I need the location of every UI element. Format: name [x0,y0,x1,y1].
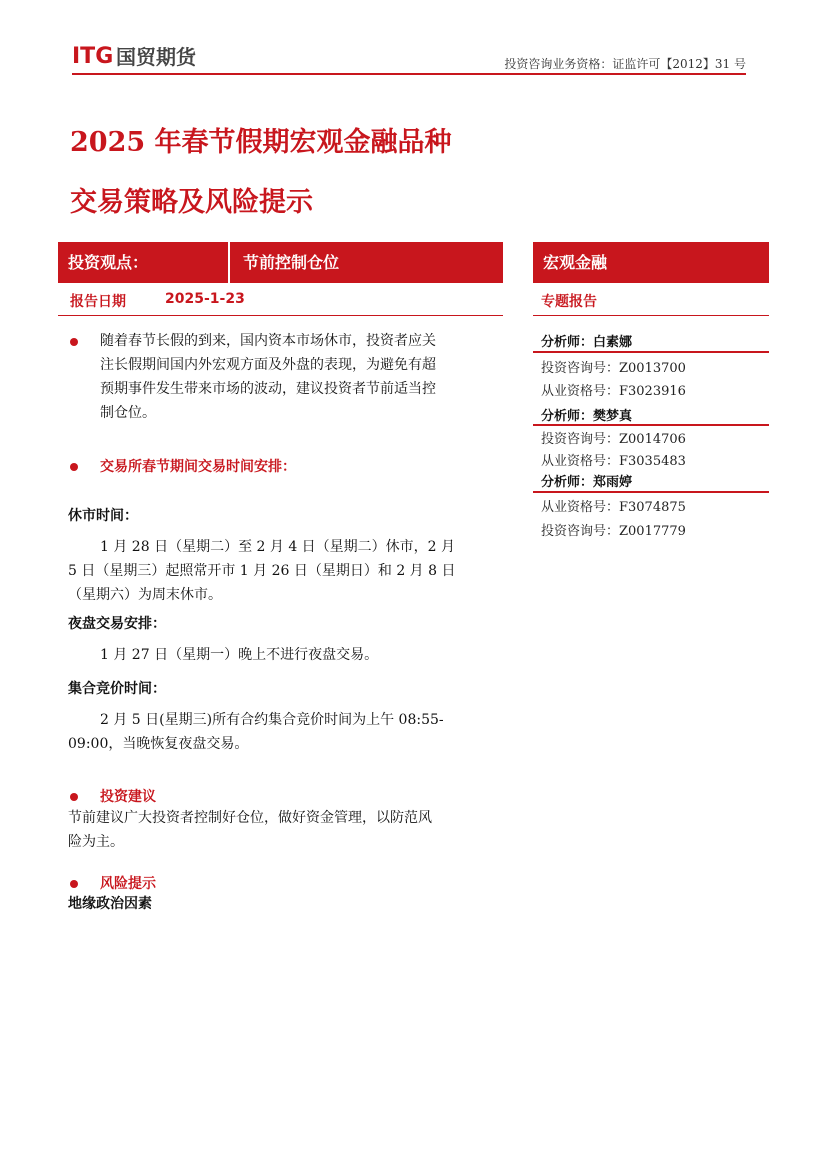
analyst-credential: 从业资格号：F3074875 [541,500,686,515]
header-divider [72,73,746,75]
analyst-name: 分析师：樊梦真 [541,409,633,424]
report-date-value: 2025-1-23 [165,291,245,307]
advice-line: 险为主。 [68,834,124,850]
analyst-name: 分析师：白素娜 [541,335,633,350]
report-type-divider [533,315,769,316]
category-label: 宏观金融 [543,253,608,272]
investment-view-value: 节前控制仓位 [243,253,340,272]
analyst-divider [533,351,769,353]
report-title-line1: 2025 年春节假期宏观金融品种 [70,127,452,158]
risk-heading: 风险提示 [100,876,156,892]
report-title-line2: 交易策略及风险提示 [70,187,313,218]
analyst-divider [533,424,769,426]
logo-company-name: 国贸期货 [116,45,196,69]
intro-line: 预期事件发生带来市场的波动，建议投资者节前适当控 [100,381,436,397]
night-session-paragraph [100,643,500,667]
closure-line: 1 月 28 日（星期二）至 2 月 4 日（星期二）休市，2 月 [100,539,456,555]
advice-heading: 投资建议 [100,789,156,805]
analyst-credential: 投资咨询号：Z0014706 [541,432,686,447]
logo-itg: ITG [72,44,114,69]
advice-line: 节前建议广大投资者控制好仓位，做好资金管理，以防范风 [68,810,432,826]
bullet-dot [70,463,78,471]
bar-divider [228,242,230,283]
investment-view-label: 投资观点： [68,253,149,272]
closure-heading: 休市时间： [68,508,138,524]
bullet-dot [70,880,78,888]
bullet-dot [70,793,78,801]
advice-paragraph [68,806,508,854]
intro-paragraph [100,329,500,425]
analyst-divider [533,491,769,493]
intro-line: 注长假期间国内外宏观方面及外盘的表现，为避免有超 [100,357,436,373]
analyst-credential: 投资咨询号：Z0013700 [541,361,686,376]
analyst-credential: 从业资格号：F3035483 [541,454,686,469]
auction-heading: 集合竞价时间： [68,681,166,697]
auction-paragraph [68,708,508,756]
schedule-heading: 交易所春节期间交易时间安排： [100,459,296,475]
auction-line: 09:00，当晚恢复夜盘交易。 [68,736,249,752]
report-date-label: 报告日期 [70,294,126,310]
night-session-heading: 夜盘交易安排： [68,616,166,632]
date-divider [58,315,503,316]
qualification-text: 投资咨询业务资格：证监许可【2012】31 号 [504,57,746,71]
auction-line: 2 月 5 日(星期三)所有合约集合竞价时间为上午 08:55- [100,712,444,728]
report-type: 专题报告 [541,294,597,310]
bullet-dot [70,338,78,346]
analyst-credential: 投资咨询号：Z0017779 [541,524,686,539]
analyst-name: 分析师：郑雨婷 [541,475,633,490]
analyst-credential: 从业资格号：F3023916 [541,384,686,399]
intro-line: 随着春节长假的到来，国内资本市场休市，投资者应关 [100,333,436,349]
investment-view-bar [58,242,503,283]
closure-line: （星期六）为周末休市。 [68,587,222,603]
night-session-line: 1 月 27 日（星期一）晚上不进行夜盘交易。 [100,647,379,663]
category-bar [533,242,769,283]
intro-line: 制仓位。 [100,405,156,421]
closure-paragraph [68,535,508,607]
risk-text: 地缘政治因素 [68,896,152,912]
closure-line: 5 日（星期三）起照常开市 1 月 26 日（星期日）和 2 月 8 日 [68,563,456,579]
